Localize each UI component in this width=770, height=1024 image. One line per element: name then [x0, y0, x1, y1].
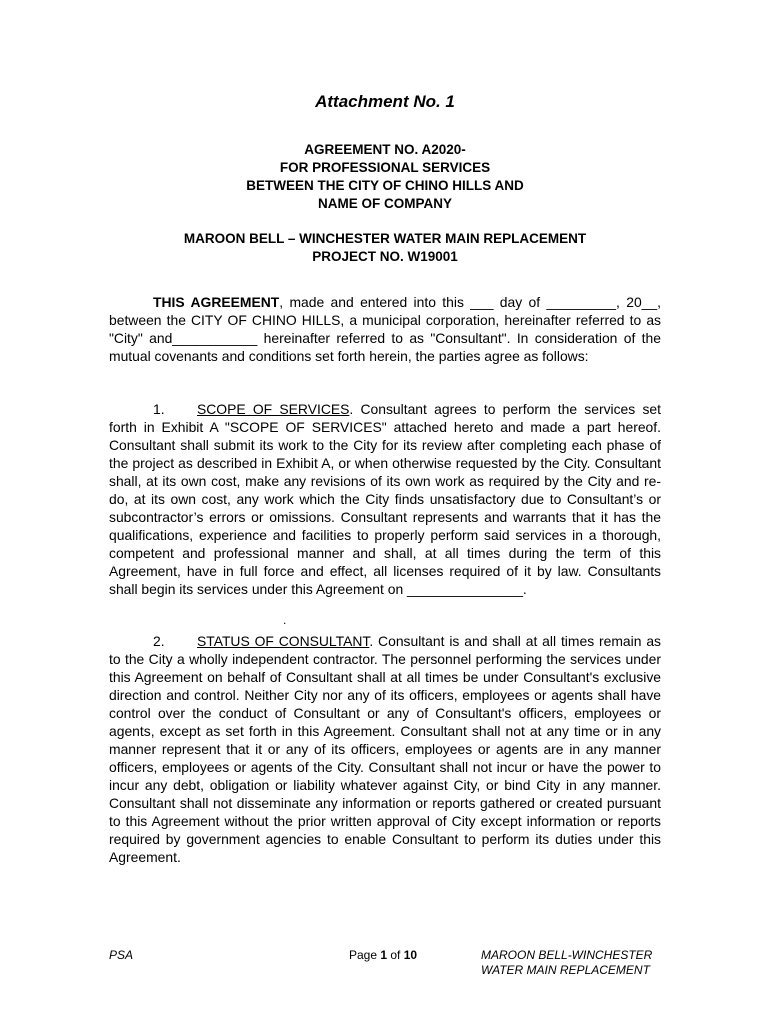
- intro-paragraph: [109, 293, 661, 365]
- footer-doc-type: PSA: [109, 948, 134, 962]
- page-prefix: Page: [349, 948, 381, 962]
- project-title: MAROON BELL – WINCHESTER WATER MAIN REPLACEMENT: [183, 231, 587, 246]
- agreement-number: AGREEMENT NO. A2020-: [304, 142, 466, 157]
- agreement-parties: BETWEEN THE CITY OF CHINO HILLS AND: [246, 178, 524, 193]
- section-number: 1.: [153, 401, 165, 417]
- agreement-type: FOR PROFESSIONAL SERVICES: [279, 160, 491, 175]
- section-scope-of-services: [109, 400, 661, 598]
- section-number: 2.: [153, 633, 165, 649]
- project-number: PROJECT NO. W19001: [312, 249, 458, 264]
- intro-text: , made and entered into this ___ day of _________, 20__, between the CITY OF CHINO HILLS, a municipal corporation, hereinafter referred to as "City" and___________ hereinafter referred to as "Consultant". In consideration of the mutual covenants and conditions set forth herein, the parties agree as follows:: [109, 294, 661, 364]
- page-current: 1: [380, 948, 388, 962]
- section-status-of-consultant: [109, 632, 661, 866]
- attachment-title: Attachment No. 1: [315, 92, 455, 111]
- intro-lead: THIS AGREEMENT: [153, 294, 280, 310]
- page-total: 10: [403, 948, 418, 962]
- section-heading: SCOPE OF SERVICES: [197, 401, 350, 417]
- stray-mark: .: [283, 613, 287, 627]
- company-name: NAME OF COMPANY: [318, 196, 452, 211]
- section-text: . Consultant agrees to perform the services set forth in Exhibit A "SCOPE OF SERVICES" attached hereto and made a part hereof. Consultant shall submit its work to the City for its review after completing each phase of the project as described in Exhibit A, or when otherwise requested by the City. Consultant shall, at its own cost, make any revisions of its own work as required by the City and re-do, at its own cost, any work which the City finds unsatisfactory due to Consultant’s or subcontractor’s errors or omissions. Consultant represents and warrants that it has the qualifications, experience and facilities to properly perform said services in a thorough, competent and professional manner and shall, at all times during the term of this Agreement, have in full force and effect, all licenses required of it by law. Consultants shall begin its services under this Agreement on _______________.: [109, 401, 661, 597]
- section-heading: STATUS OF CONSULTANT: [197, 633, 370, 649]
- section-text: . Consultant is and shall at all times remain as to the City a wholly independent contractor. The personnel performing the services under this Agreement on behalf of Consultant shall at all times be under Consultant's exclusive direction and control. Neither City nor any of its officers, employees or agents shall have control over the conduct of Consultant or any of Consultant's officers, employees or agents, except as set forth in this Agreement. Consultant shall not at any time or in any manner represent that it or any of its officers, employees or agents are in any manner officers, employees or agents of the City. Consultant shall not incur or have the power to incur any debt, obligation or liability whatever against City, or bind City in any manner. Consultant shall not disseminate any information or reports gathered or created pursuant to this Agreement without the prior written approval of City except information or reports required by government agencies to enable Consultant to perform its duties under this Agreement.: [109, 633, 662, 865]
- footer-project-line2: WATER MAIN REPLACEMENT: [481, 963, 650, 977]
- footer-project-name: [481, 948, 661, 978]
- page-of: of: [387, 948, 404, 962]
- footer-page-number: [349, 948, 417, 963]
- footer-project-line1: MAROON BELL-WINCHESTER: [481, 948, 653, 962]
